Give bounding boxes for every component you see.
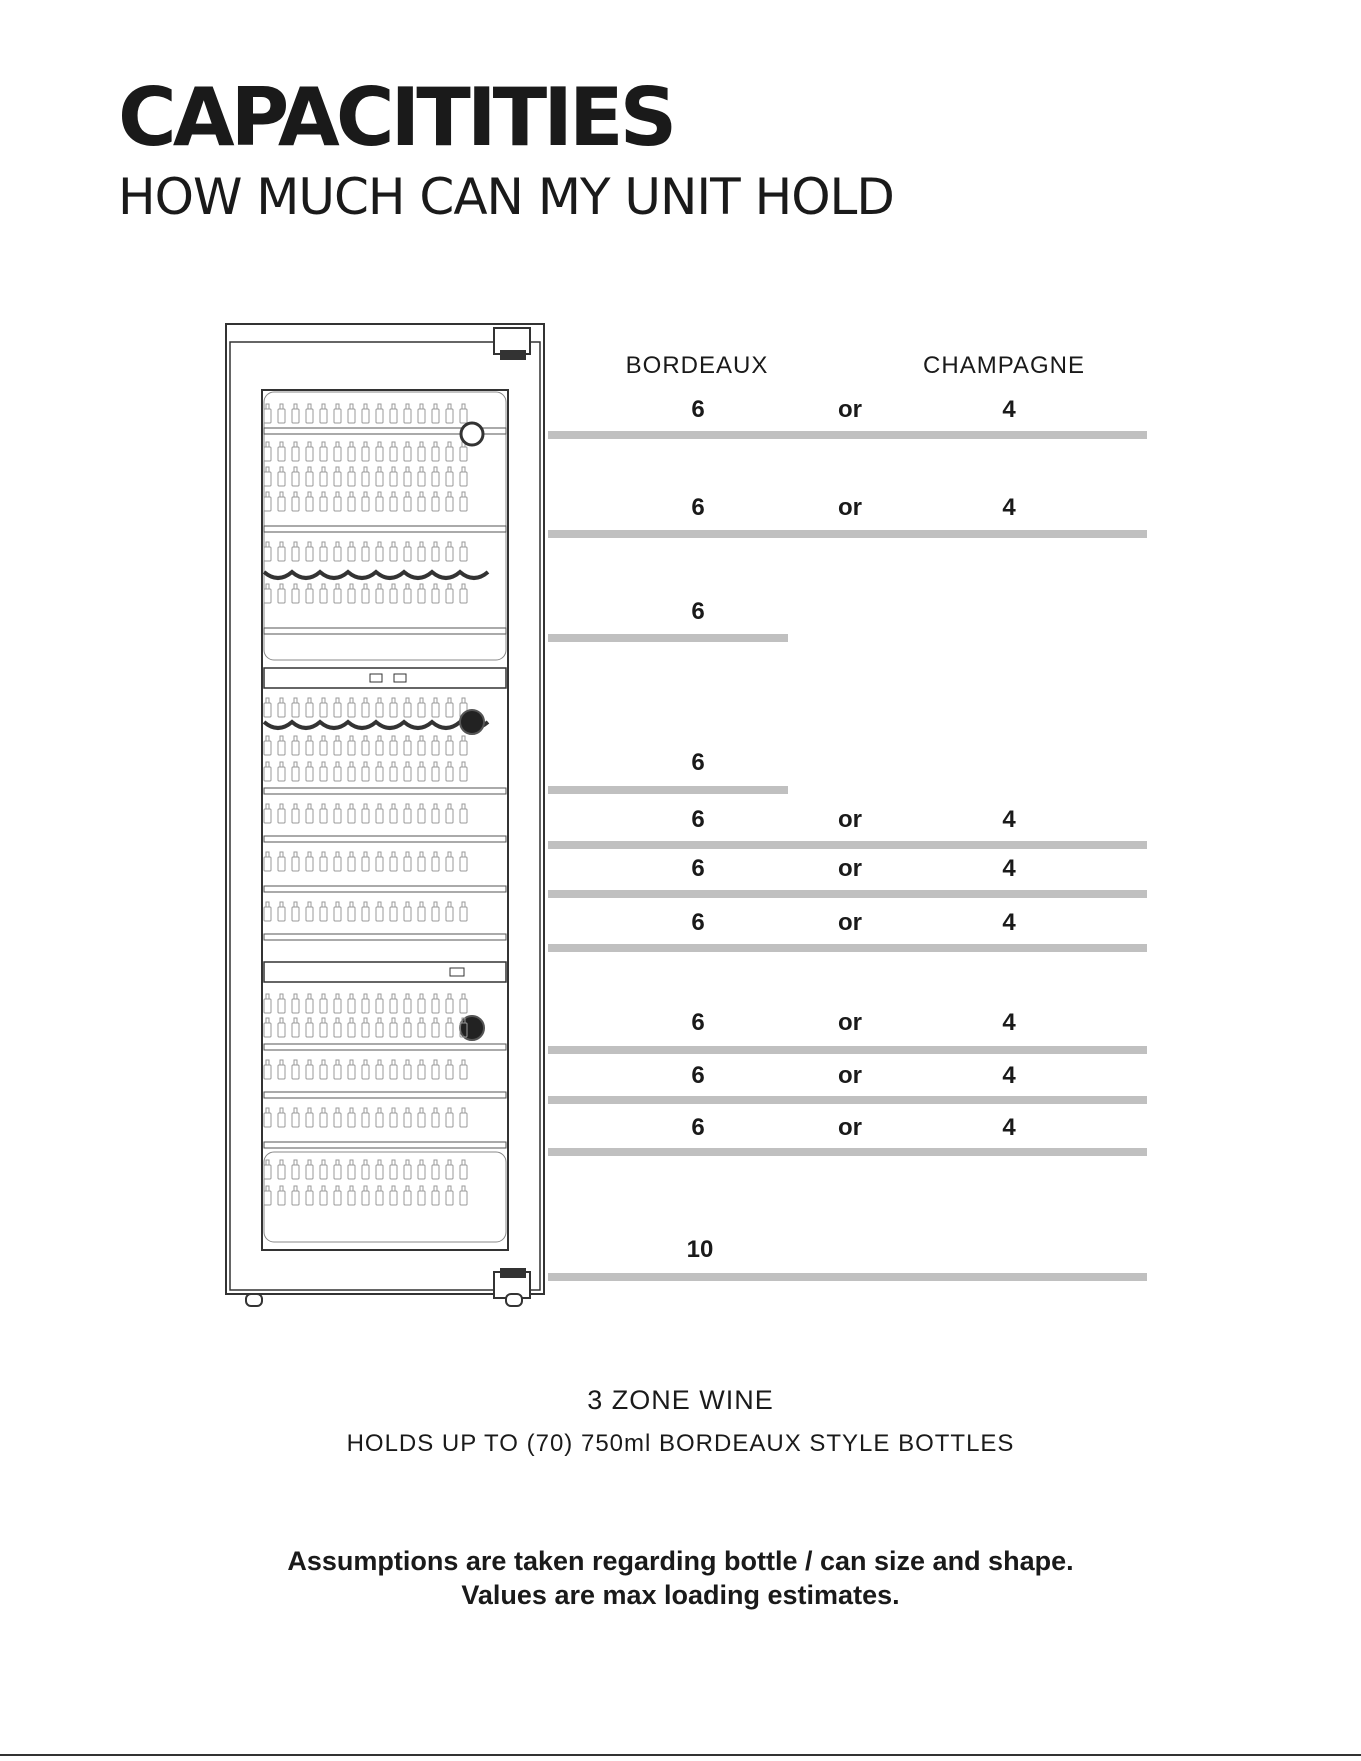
shelf-6-bordeaux: 6	[691, 855, 705, 882]
shelf-5-champagne: 4	[1002, 806, 1016, 833]
shelf-7-line	[548, 944, 1147, 952]
shelf-4-line	[548, 786, 788, 794]
shelf-10-champagne: 4	[1002, 1114, 1016, 1141]
shelf-2-or: or	[838, 494, 862, 521]
shelf-9-line	[548, 1096, 1147, 1104]
shelf-10-line	[548, 1148, 1147, 1156]
shelf-2-champagne: 4	[1002, 494, 1016, 521]
shelf-5-line	[548, 841, 1147, 849]
shelf-11-bordeaux: 10	[686, 1236, 714, 1263]
shelf-4-bordeaux: 6	[691, 749, 705, 776]
page-title: CAPACITITIES	[118, 71, 674, 164]
shelf-11-line	[548, 1273, 1147, 1281]
wine-fridge-illustration	[224, 322, 550, 1314]
shelf-8-bordeaux: 6	[691, 1009, 705, 1036]
note-line-1: Assumptions are taken regarding bottle / can size and shape.	[287, 1546, 1074, 1576]
shelf-2-bordeaux: 6	[691, 494, 705, 521]
note-line-2: Values are max loading estimates.	[461, 1580, 900, 1610]
bottom-rule	[0, 1754, 1361, 1756]
shelf-1-or: or	[838, 396, 862, 423]
shelf-7-bordeaux: 6	[691, 909, 705, 936]
shelf-9-bordeaux: 6	[691, 1062, 705, 1089]
shelf-1-line	[548, 431, 1147, 439]
shelf-10-bordeaux: 6	[691, 1114, 705, 1141]
column-header-champagne: CHAMPAGNE	[923, 352, 1085, 379]
shelf-7-or: or	[838, 909, 862, 936]
shelf-8-champagne: 4	[1002, 1009, 1016, 1036]
shelf-8-or: or	[838, 1009, 862, 1036]
shelf-5-bordeaux: 6	[691, 806, 705, 833]
shelf-6-line	[548, 890, 1147, 898]
shelf-9-champagne: 4	[1002, 1062, 1016, 1089]
page-subtitle: HOW MUCH CAN MY UNIT HOLD	[118, 168, 894, 226]
shelf-1-bordeaux: 6	[691, 396, 705, 423]
shelf-9-or: or	[838, 1062, 862, 1089]
shelf-8-line	[548, 1046, 1147, 1054]
shelf-7-champagne: 4	[1002, 909, 1016, 936]
shelf-3-line	[548, 634, 788, 642]
shelf-6-or: or	[838, 855, 862, 882]
column-header-bordeaux: BORDEAUX	[625, 352, 769, 379]
zone-title: 3 ZONE WINE	[587, 1385, 774, 1415]
shelf-6-champagne: 4	[1002, 855, 1016, 882]
shelf-5-or: or	[838, 806, 862, 833]
shelf-2-line	[548, 530, 1147, 538]
zone-subtitle: HOLDS UP TO (70) 750ml BORDEAUX STYLE BOTTLES	[346, 1430, 1015, 1457]
shelf-10-or: or	[838, 1114, 862, 1141]
shelf-3-bordeaux: 6	[691, 598, 705, 625]
shelf-1-champagne: 4	[1002, 396, 1016, 423]
